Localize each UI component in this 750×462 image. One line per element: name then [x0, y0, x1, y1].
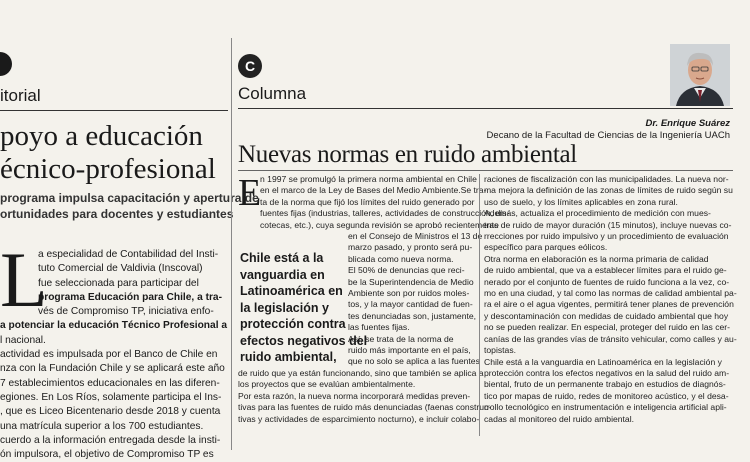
text-line: cadas al monitoreo del ruido ambiental. — [484, 413, 635, 424]
text-line: efectos negativos del — [240, 333, 368, 348]
text-line: una matrícula superior a los 700 estudiantes. — [0, 420, 204, 432]
text-line: , que es Liceo Bicentenario desde 2018 y cuenta — [0, 406, 221, 418]
text-line: ruido más importante en el país, — [348, 345, 471, 356]
text-line: canías de las grandes vías de tránsito vehicular, como calles y au- — [484, 333, 737, 344]
column-text-middle — [348, 231, 483, 368]
text-line: l nacional. — [0, 334, 46, 346]
text-line: fuentes fijas (industrias, talleres, actividades de construcción, dis- — [260, 208, 510, 219]
editorial-article — [0, 0, 259, 461]
subhead-line: programa impulsa capacitación y apertura de — [0, 191, 259, 205]
text-line: vanguardia en — [240, 267, 325, 282]
column-text-top — [260, 174, 510, 231]
text-line: 7 establecimientos educacionales en las diferen- — [0, 377, 220, 389]
text-line: vés de Compromiso TP, iniciativa enfo- — [38, 306, 214, 318]
text-line: específico para parques eólicos. — [484, 242, 608, 253]
headline-line: poyo a educación — [0, 120, 203, 152]
author-name: Dr. Enrique Suárez — [645, 118, 730, 129]
text-line: rrecciones por ruido impulsivo y un procedimiento de evaluación — [484, 231, 729, 242]
text-line: que no solo se aplica a las fuentes — [348, 356, 480, 367]
text-line: mo en una ciudad, y tal como las normas de calidad ambiental pa- — [484, 288, 737, 299]
author-role: Decano de la Facultad de Ciencias de la Ingeniería UACh — [486, 130, 730, 141]
text-line: tuto Comercial de Valdivia (Inscoval) — [38, 263, 203, 275]
column-section-label: Columna — [238, 84, 307, 103]
text-line: tivas para las fuentes de ruido más denunciadas (faenas construc- — [238, 402, 492, 413]
text-line: Por esta razón, la nueva norma incorporará medidas preven- — [238, 390, 471, 401]
text-line: programa Educación para Chile, a tra- — [38, 291, 222, 303]
subhead-line: ortunidades para docentes y estudiantes — [0, 207, 234, 221]
text-line: cotecas, etc.), cuya segunda revisión se aprobó recientemente — [260, 219, 499, 230]
text-line: Latinoamérica en — [240, 284, 343, 298]
section-rule — [238, 108, 733, 109]
text-line: la legislación y — [240, 300, 329, 315]
text-line: ra el aire o el agua vigentes, permitirá tener planes de prevención — [484, 299, 734, 310]
column-drop-cap: E — [238, 172, 262, 214]
text-line: ta de la norma que fijó los límites del ruido generado por — [260, 196, 475, 207]
column-divider — [479, 174, 480, 436]
text-line: y descontaminación con medidas de cuidado ambiental que hoy — [484, 310, 729, 321]
text-line: en el marco de la Ley de Bases del Medio Ambiente.Se tra- — [260, 185, 487, 196]
text-line: Otra norma en elaboración es la norma primaria de calidad — [484, 253, 709, 264]
opinion-column — [238, 0, 750, 450]
text-line: protección contra — [240, 317, 346, 331]
text-line: cuerdo a la información entregada desde la insti- — [0, 434, 221, 446]
text-line: Además, actualiza el procedimiento de medición con mues- — [484, 208, 711, 219]
editorial-badge — [0, 52, 12, 76]
text-line: a potenciar la educación Técnico Profesional a — [0, 320, 228, 332]
text-line: Ambiente son por ruidos moles- — [348, 288, 470, 299]
editorial-section-label: itorial — [0, 86, 41, 105]
text-line: ruido ambiental, — [240, 350, 337, 364]
text-line: a especialidad de Contabilidad del Insti- — [38, 249, 219, 260]
text-line: ma mejora la definición de las zonas de límites de ruido según su — [484, 185, 733, 196]
author-photo — [670, 44, 730, 106]
text-line: Chile está a la vanguardia en Latinoamérica en la legislación y — [484, 356, 722, 367]
text-line: marzo pasado, y pronto será pu- — [348, 242, 473, 253]
column-headline: Nuevas normas en ruido ambiental — [238, 141, 577, 168]
text-line: nerado por el conjunto de fuentes de ruido funciona a la vez, co- — [484, 276, 730, 287]
text-line: blicada como nueva norma. — [348, 253, 454, 264]
text-line: no se pueden realizar. En especial, proteger del ruido en las cer- — [484, 322, 731, 333]
column-text-bottom — [238, 368, 492, 425]
text-line: las fuentes fijas. — [348, 322, 410, 333]
editorial-headline — [0, 120, 240, 186]
editorial-subhead — [0, 190, 259, 222]
column-text-right — [484, 174, 737, 425]
text-line: tes denunciadas son, justamente, — [348, 310, 477, 321]
text-line: ón impulsora, el objetivo de Compromiso TP es — [0, 449, 214, 461]
text-line: egiones. En Los Ríos, solamente participa el Ins- — [0, 391, 222, 403]
text-line: n 1997 se promulgó la primera norma ambiental en Chile — [260, 174, 477, 184]
text-line: uso de suelo, y los límites aplicables en zona rural. — [484, 196, 678, 207]
text-line: actividad es impulsada por el Banco de Chile en — [0, 349, 218, 361]
text-line: en el Consejo de Ministros el 13 de — [348, 231, 483, 241]
text-line: tos, y la mayor cantidad de fuen- — [348, 299, 473, 310]
section-rule — [0, 110, 228, 111]
editorial-drop-cap: L — [0, 236, 48, 323]
text-line: rrollo tecnológico en instrumentación e inteligencia artificial apli- — [484, 402, 727, 413]
text-line: El 50% de denuncias que reci- — [348, 265, 465, 276]
text-line: raciones de fiscalización con las municipalidades. La nueva nor- — [484, 174, 729, 184]
text-line: nza con la Fundación Chile y se aplicará este año — [0, 363, 225, 375]
editorial-body — [0, 248, 228, 462]
text-line: protección contra los efectos negativos en la salud del ruido am- — [484, 367, 730, 378]
text-line: Así, se trata de la norma de — [348, 333, 454, 344]
column-divider — [231, 38, 232, 450]
pull-quote — [240, 250, 368, 366]
text-line: tico por mapas de ruido, redes de monitoreo acústico, y el desa- — [484, 390, 729, 401]
text-line: los proyectos que se evalúan ambientalmente. — [238, 379, 416, 390]
text-line: biental, fruto de un permanente trabajo en estudios de diagnós- — [484, 379, 726, 390]
text-line: tivas y actividades de esparcimiento nocturno), e incluir colabo- — [238, 413, 480, 424]
text-line: Chile está a la — [240, 251, 324, 265]
column-badge: C — [238, 54, 262, 78]
headline-rule — [238, 170, 733, 171]
headline-line: écnico-profesional — [0, 153, 216, 185]
text-line: de ruido que ya están funcionando, sino que también se aplica a — [238, 368, 484, 378]
text-line: topistas. — [484, 345, 517, 356]
author-portrait-icon — [670, 44, 730, 106]
text-line: be la Superintendencia de Medio — [348, 276, 474, 287]
text-line: de ruido ambiental, que va a establecer límites para el ruido ge- — [484, 265, 727, 276]
text-line: tras de ruido de mayor duración (15 minutos), incluye nuevas co- — [484, 219, 732, 230]
text-line: fue seleccionada para participar del — [38, 277, 199, 289]
